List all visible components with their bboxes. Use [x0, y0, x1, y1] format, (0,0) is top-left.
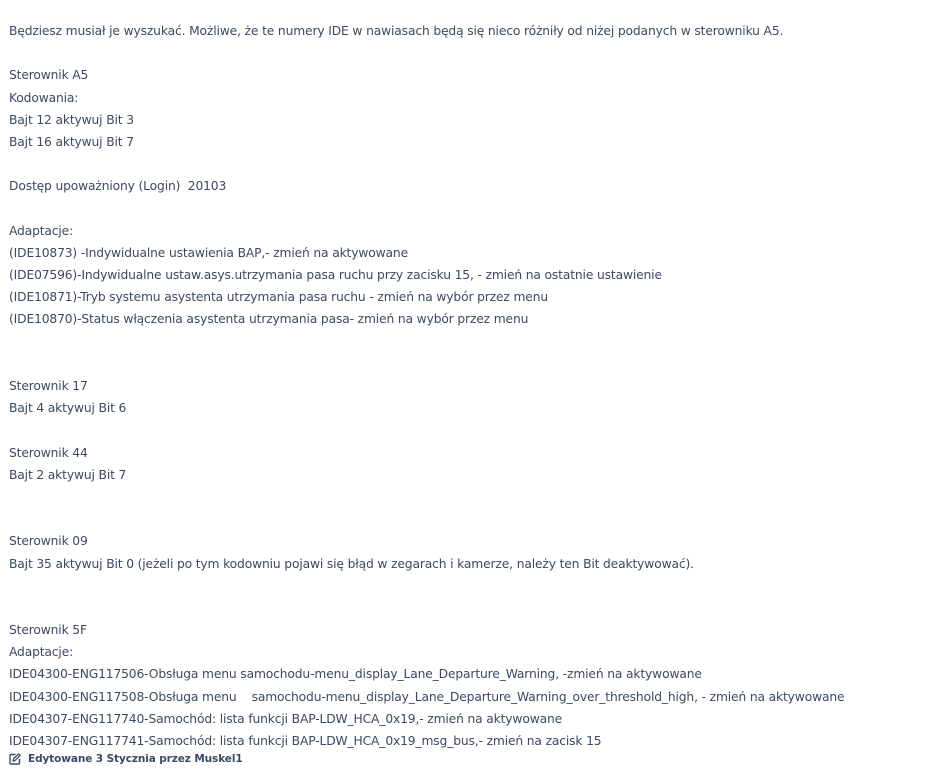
c17-title: Sterownik 17: [9, 379, 88, 393]
a5-coding-line: Bajt 16 aktywuj Bit 7: [9, 134, 134, 149]
c09-title: Sterownik 09: [9, 534, 88, 549]
c17-line: Bajt 4 aktywuj Bit 6: [9, 401, 127, 416]
c44-title: Sterownik 44: [9, 445, 88, 460]
a5-adaptation-line: (IDE10871)-Tryb systemu asystenta utrzymania pasa ruchu - zmień na wybór przez menu: [9, 290, 548, 305]
a5-login: Dostęp upoważniony (Login) 20103: [9, 179, 227, 194]
spacer: [9, 486, 944, 508]
c5f-adaptation-line: IDE04300-ENG117506-Obsługa menu samochodu-menu_display_Lane_Departure_Warning, -zmień na aktywowane: [9, 667, 702, 682]
c09-line: Bajt 35 aktywuj Bit 0 (jeżeli po tym kodowniu pojawi się błąd w zegarach i kamerze, należy ten Bit deaktywować).: [9, 556, 694, 571]
a5-adaptation-line: (IDE10873) -Indywidualne ustawienia BAP,- zmień na aktywowane: [9, 245, 408, 260]
edited-text: Edytowane 3 Stycznia przez Muskel1: [28, 753, 243, 765]
spacer: [9, 597, 944, 619]
spacer: [9, 419, 944, 441]
a5-adaptation-line: (IDE10870)-Status włączenia asystenta utrzymania pasa- zmień na wybór przez menu: [9, 312, 529, 327]
a5-adaptations-label: Adaptacje:: [9, 223, 74, 238]
c5f-adaptations-label: Adaptacje:: [9, 645, 74, 660]
spacer: [9, 198, 944, 220]
spacer: [9, 42, 944, 64]
a5-coding-label: Kodowania:: [9, 90, 79, 105]
a5-title: Sterownik A5: [9, 68, 89, 83]
edited-notice[interactable]: [9, 753, 243, 765]
c5f-adaptation-line: IDE04300-ENG117508-Obsługa menu samochodu-menu_display_Lane_Departure_Warning_over_threshold_high, - zmień na aktywowane: [9, 689, 845, 704]
spacer: [9, 508, 944, 530]
spacer: [9, 353, 944, 375]
a5-coding-line: Bajt 12 aktywuj Bit 3: [9, 112, 134, 127]
c5f-title: Sterownik 5F: [9, 623, 87, 638]
edit-icon: [9, 753, 21, 765]
c44-line: Bajt 2 aktywuj Bit 7: [9, 467, 127, 482]
spacer: [9, 153, 944, 175]
spacer: [9, 575, 944, 597]
intro-text: Będziesz musiał je wyszukać. Możliwe, że te numery IDE w nawiasach będą się nieco różniły od niżej podanych w sterowniku A5.: [9, 24, 784, 38]
a5-adaptation-line: (IDE07596)-Indywidualne ustaw.asys.utrzymania pasa ruchu przy zacisku 15, - zmień na ostatnie ustawienie: [9, 268, 662, 283]
c5f-adaptation-line: IDE04307-ENG117740-Samochód: lista funkcji BAP-LDW_HCA_0x19,- zmień na aktywowane: [9, 711, 563, 726]
post-content: [9, 20, 944, 752]
c5f-adaptation-line: IDE04307-ENG117741-Samochód: lista funkcji BAP-LDW_HCA_0x19_msg_bus,- zmień na zacisk 15: [9, 734, 602, 748]
spacer: [9, 331, 944, 353]
